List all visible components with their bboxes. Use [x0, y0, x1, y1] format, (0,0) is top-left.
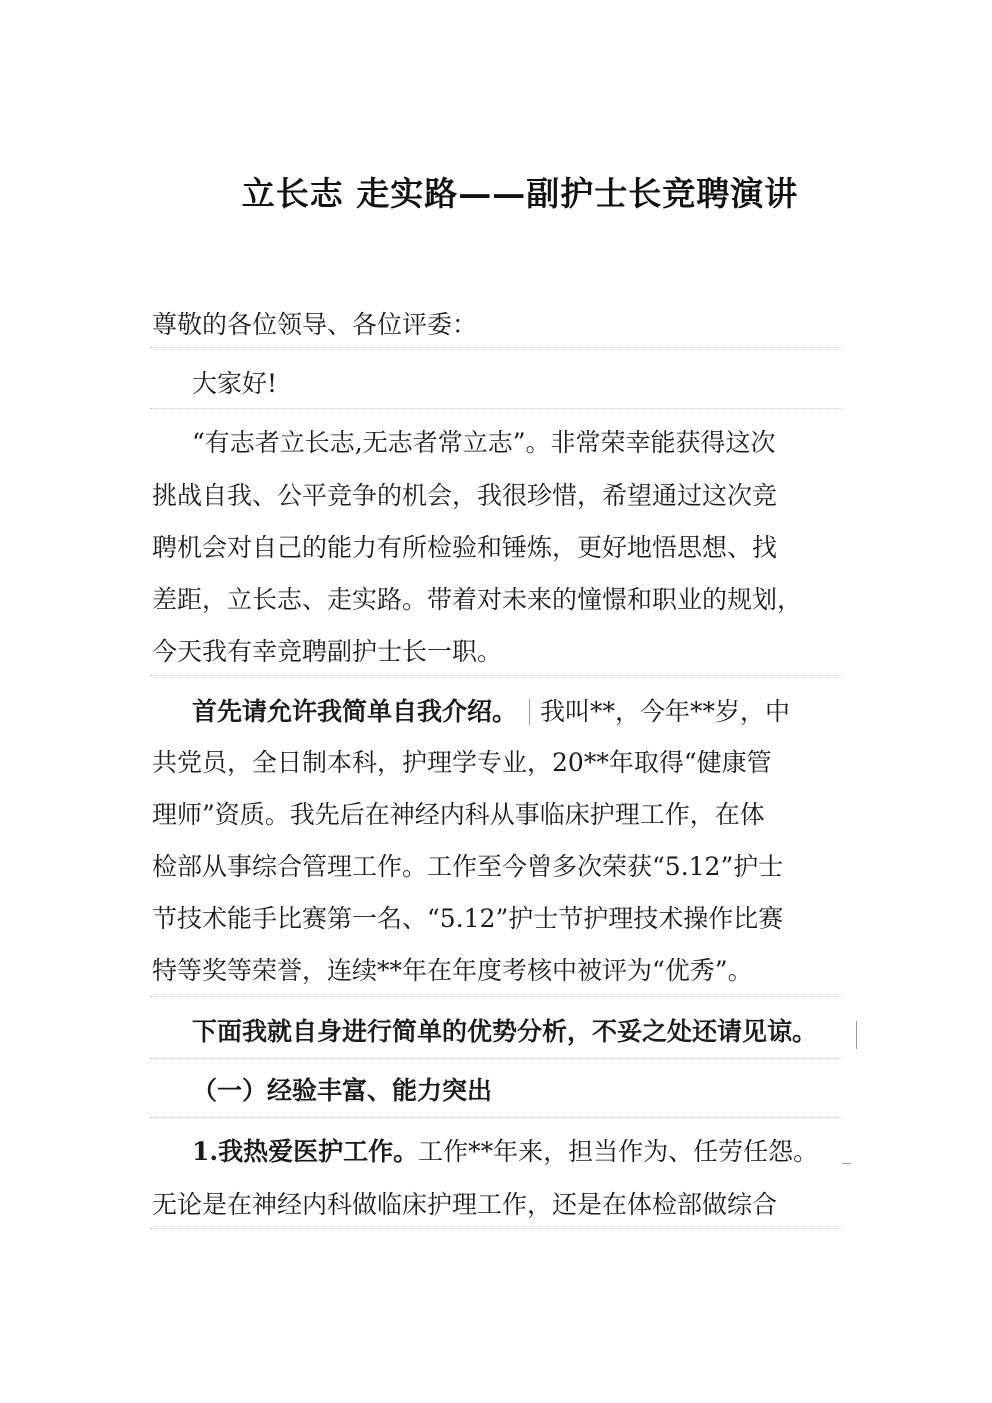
- line-divider: [150, 1228, 842, 1229]
- paragraph-line: 差距，立长志、走实路。带着对未来的憧憬和职业的规划，: [152, 585, 803, 614]
- paragraph-line: 聘机会对自己的能力有所检验和锤炼，更好地悟思想、找: [152, 533, 778, 562]
- salutation: 尊敬的各位领导、各位评委：: [152, 310, 478, 339]
- line-divider: [150, 996, 842, 997]
- paragraph-line: 节技术能手比赛第一名、“5.12”护士节护理技术操作比赛: [152, 904, 784, 933]
- line-end-mark: [856, 1021, 857, 1049]
- line-divider: [150, 1058, 842, 1059]
- paragraph-line: 挑战自我、公平竞争的机会，我很珍惜，希望通过这次竞: [152, 481, 778, 510]
- paragraph-line: 特等奖等荣誉，连续**年在年度考核中被评为“优秀”。: [152, 956, 753, 985]
- paragraph-line: 理师”资质。我先后在神经内科从事临床护理工作，在体: [152, 800, 765, 829]
- line-divider: [150, 675, 842, 676]
- text-cursor-mark: [529, 699, 530, 725]
- item-line: [152, 1134, 882, 1170]
- item-line: 无论是在神经内科做临床护理工作，还是在体检部做综合: [152, 1190, 778, 1219]
- item-rest: 工作**年来，担当作为、任劳任怨。: [418, 1137, 819, 1166]
- section-heading: （一）经验丰富、能力突出: [192, 1076, 493, 1105]
- paragraph-line: 共党员，全日制本科，护理学专业，20**年取得“健康管: [152, 748, 772, 777]
- paragraph-line: “有志者立长志,无志者常立志”。非常荣幸能获得这次: [192, 428, 776, 457]
- paragraph-line: 今天我有幸竞聘副护士长一职。: [152, 637, 503, 666]
- paragraph-line: 检部从事综合管理工作。工作至今曾多次荣获“5.12”护士: [152, 852, 784, 881]
- paragraph-line: [152, 694, 882, 730]
- line-end-mark: [842, 1163, 851, 1164]
- document-title: 立长志 走实路——副护士长竞聘演讲: [241, 174, 799, 213]
- intro-rest: 我叫**，今年**岁，中: [540, 697, 791, 726]
- line-divider: [150, 1117, 842, 1118]
- line-divider: [150, 408, 842, 409]
- analysis-intro: 下面我就自身进行简单的优势分析，不妥之处还请见谅。: [192, 1017, 818, 1046]
- item-lead: 1.我热爱医护工作。: [192, 1137, 419, 1166]
- greeting: 大家好!: [192, 369, 278, 398]
- intro-lead: 首先请允许我简单自我介绍。: [192, 697, 518, 726]
- line-divider: [150, 347, 842, 348]
